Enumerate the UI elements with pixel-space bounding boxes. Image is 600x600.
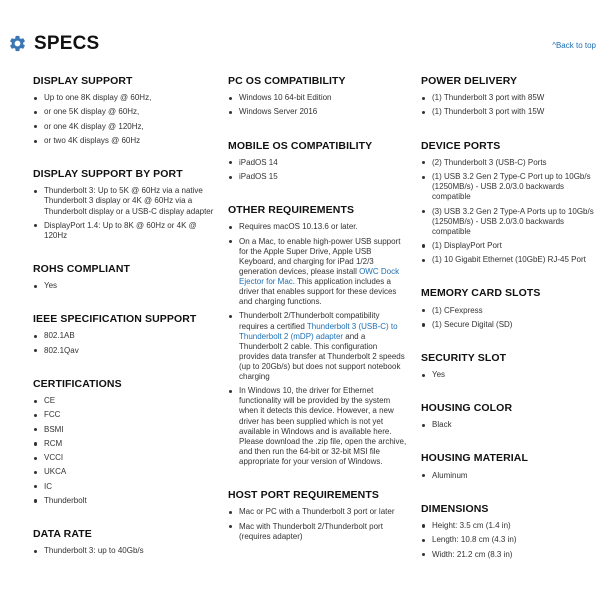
section-heading: SECURITY SLOT [421, 351, 507, 364]
section-heading: CERTIFICATIONS [33, 377, 122, 390]
spec-item-text: Up to one 8K display @ 60Hz, [44, 93, 152, 103]
spec-section [228, 73, 408, 118]
spec-list [421, 158, 597, 266]
spec-list [228, 507, 408, 541]
spec-item [33, 410, 215, 420]
spec-item [33, 496, 215, 506]
spec-item-text: Yes [44, 281, 58, 291]
spec-item-text: Length: 10.8 cm (4.3 in) [432, 535, 517, 545]
spec-item [33, 396, 215, 406]
spec-item [228, 222, 408, 232]
spec-section [33, 261, 215, 291]
spec-item [421, 420, 597, 430]
spec-item [228, 386, 408, 467]
section-heading: HOUSING MATERIAL [421, 452, 528, 465]
spec-list [33, 93, 215, 146]
spec-list [33, 186, 215, 241]
spec-section [33, 73, 215, 146]
section-heading: DISPLAY SUPPORT BY PORT [33, 168, 183, 181]
spec-item-text: Height: 3.5 cm (1.4 in) [432, 520, 511, 530]
spec-item [228, 107, 408, 117]
spec-item [33, 221, 215, 241]
spec-item [33, 546, 215, 556]
spec-item-text: Mac or PC with a Thunderbolt 3 port or later [239, 507, 395, 517]
section-heading: HOST PORT REQUIREMENTS [228, 489, 379, 502]
spec-item-link[interactable]: OWC Dock Ejector for Mac [239, 266, 400, 286]
spec-list [33, 546, 215, 556]
section-heading: PC OS COMPATIBILITY [228, 75, 346, 87]
spec-section [421, 501, 597, 560]
spec-item [228, 311, 408, 382]
spec-section [33, 376, 215, 506]
spec-item-text: Windows 10 64-bit Edition [239, 93, 332, 103]
spec-list [421, 471, 597, 481]
section-heading: DATA RATE [33, 528, 92, 541]
spec-item-text: RCM [44, 438, 63, 448]
spec-section [421, 285, 597, 330]
spec-item [33, 186, 215, 216]
spec-item-text: CE [44, 396, 56, 405]
spec-item [421, 535, 597, 545]
spec-item [421, 241, 597, 251]
spec-section [421, 450, 597, 480]
spec-column-2 [228, 73, 408, 562]
spec-item [33, 281, 215, 291]
spec-item-text: or one 5K display @ 60Hz, [44, 107, 140, 117]
spec-item-text: (1) CFexpress [432, 305, 483, 315]
spec-item-text: In Windows 10, the driver for Ethernet functionality will be provided by the system when it detects this device. However, a new driver has been supplied which is not yet available in Windows and is available here. Please download the .zip file, open the archive, and then run the 64-bit or 32-bit MSI file appropriate for your version of Windows. [239, 386, 407, 466]
spec-item-text: (1) Secure Digital (SD) [432, 319, 513, 329]
spec-item-text: 802.1Qav [44, 345, 79, 355]
spec-item [33, 93, 215, 103]
spec-item-text-after: . This application includes a driver that enables support for these devices and charging functions. [239, 276, 397, 307]
spec-section [421, 350, 597, 380]
spec-section [33, 166, 215, 241]
spec-item [421, 107, 597, 117]
spec-item [421, 550, 597, 560]
spec-item-text: iPadOS 14 [239, 157, 278, 167]
spec-list [228, 93, 408, 117]
spec-section [33, 526, 215, 556]
spec-item-text: Aluminum [432, 470, 468, 480]
spec-item-text: FCC [44, 410, 61, 420]
spec-item [33, 439, 215, 449]
spec-item [33, 136, 215, 146]
spec-list [33, 396, 215, 506]
spec-item [228, 522, 408, 542]
spec-item-text: (1) Thunderbolt 3 port with 85W [432, 93, 545, 103]
spec-item-text: Yes [432, 370, 446, 380]
spec-section [33, 311, 215, 356]
spec-item-text: or two 4K displays @ 60Hz [44, 136, 141, 146]
section-heading: MOBILE OS COMPATIBILITY [228, 139, 373, 152]
spec-item [33, 331, 215, 341]
spec-item [33, 467, 215, 477]
spec-item [228, 507, 408, 517]
section-heading: OTHER REQUIREMENTS [228, 204, 355, 217]
spec-item-link[interactable]: Thunderbolt 3 (USB-C) to Thunderbolt 2 (mDP) adapter [239, 321, 398, 341]
spec-list [421, 306, 597, 330]
spec-item [421, 93, 597, 103]
spec-list [421, 420, 597, 430]
spec-list [421, 93, 597, 117]
spec-column-3 [421, 73, 597, 580]
spec-item-text: Width: 21.2 cm (8.3 in) [432, 549, 513, 559]
spec-item-text: Thunderbolt 2/Thunderbolt compatibility requires a certified [239, 311, 380, 331]
spec-section [421, 400, 597, 430]
spec-item [33, 122, 215, 132]
spec-item-text: DisplayPort 1.4: Up to 8K @ 60Hz or 4K @ 120Hz [44, 220, 197, 240]
spec-item [421, 172, 597, 202]
spec-item-text: (1) Thunderbolt 3 port with 15W [432, 107, 545, 117]
spec-item-text: Black [432, 420, 452, 430]
spec-item [228, 237, 408, 308]
spec-item-text: VCCI [44, 453, 64, 463]
section-heading: MEMORY CARD SLOTS [421, 287, 541, 300]
spec-section [421, 73, 597, 118]
spec-item-text: On a Mac, to enable high-power USB support for the Apple Super Drive, Apple USB Keyboard, and charging for iPad 1/2/3 generation devices, please install [239, 236, 401, 276]
spec-item-text: or one 4K display @ 120Hz, [44, 121, 144, 131]
spec-item [421, 521, 597, 531]
spec-item [421, 207, 597, 237]
section-heading: POWER DELIVERY [421, 75, 518, 87]
spec-item-text: Requires macOS 10.13.6 or later. [239, 222, 358, 232]
spec-item [421, 255, 597, 265]
spec-item-text: (2) Thunderbolt 3 (USB-C) Ports [432, 157, 547, 167]
section-heading: DEVICE PORTS [421, 139, 501, 152]
spec-item-text: Windows Server 2016 [239, 107, 318, 117]
spec-item-text: (3) USB 3.2 Gen 2 Type-A Ports up to 10Gb/s (1250MB/s) - USB 2.0/3.0 backwards compatible [432, 206, 594, 236]
section-heading: IEEE SPECIFICATION SUPPORT [33, 313, 197, 326]
spec-item-text: Thunderbolt [44, 495, 87, 505]
spec-item-text-after: and a Thunderbolt 2 cable. This configuration provides data transfer at Thunderbolt 2 speeds (up to 20Gb/s) but does not support notebook charging [239, 331, 405, 381]
spec-section [228, 202, 408, 467]
spec-list [33, 331, 215, 355]
spec-column-1 [33, 73, 215, 576]
spec-section [421, 138, 597, 266]
spec-list [421, 370, 597, 380]
back-to-top-link[interactable]: ^Back to top [552, 41, 596, 50]
spec-list [228, 158, 408, 182]
spec-item-text: 802.1AB [44, 331, 75, 341]
spec-item [228, 93, 408, 103]
section-heading: DIMENSIONS [421, 502, 489, 515]
page-header [8, 33, 598, 55]
spec-item-text: UKCA [44, 467, 67, 477]
spec-item [33, 482, 215, 492]
spec-item-text: (1) USB 3.2 Gen 2 Type-C Port up to 10Gb/s (1250MB/s) - USB 2.0/3.0 backwards compatible [432, 172, 591, 202]
spec-item [421, 158, 597, 168]
spec-item-text: Thunderbolt 3: up to 40Gb/s [44, 546, 144, 556]
spec-item-text: IC [44, 481, 52, 491]
spec-item [421, 370, 597, 380]
spec-item-text: BSMI [44, 424, 64, 434]
section-heading: DISPLAY SUPPORT [33, 75, 133, 87]
gear-icon [8, 34, 27, 53]
spec-item [228, 172, 408, 182]
spec-item [33, 107, 215, 117]
spec-list [33, 281, 215, 291]
spec-item [228, 158, 408, 168]
spec-item [33, 453, 215, 463]
section-heading: ROHS COMPLIANT [33, 262, 131, 275]
spec-section [228, 138, 408, 183]
spec-list [228, 222, 408, 467]
spec-item-text: (1) DisplayPort Port [432, 240, 502, 250]
spec-item [33, 346, 215, 356]
spec-list [421, 521, 597, 560]
spec-item [33, 425, 215, 435]
spec-section [228, 487, 408, 542]
page-title: SPECS [34, 33, 100, 54]
spec-item [421, 320, 597, 330]
spec-item [421, 306, 597, 316]
spec-item-text: Thunderbolt 3: Up to 5K @ 60Hz via a native Thunderbolt 3 display or 4K @ 60Hz via a Thunderbolt display or a USB-C display adapter [44, 186, 214, 216]
spec-item-text: Mac with Thunderbolt 2/Thunderbolt port (requires adapter) [239, 521, 383, 541]
section-heading: HOUSING COLOR [421, 402, 513, 415]
spec-item-text: iPadOS 15 [239, 172, 278, 182]
spec-item [421, 471, 597, 481]
spec-item-text: (1) 10 Gigabit Ethernet (10GbE) RJ-45 Port [432, 255, 586, 265]
